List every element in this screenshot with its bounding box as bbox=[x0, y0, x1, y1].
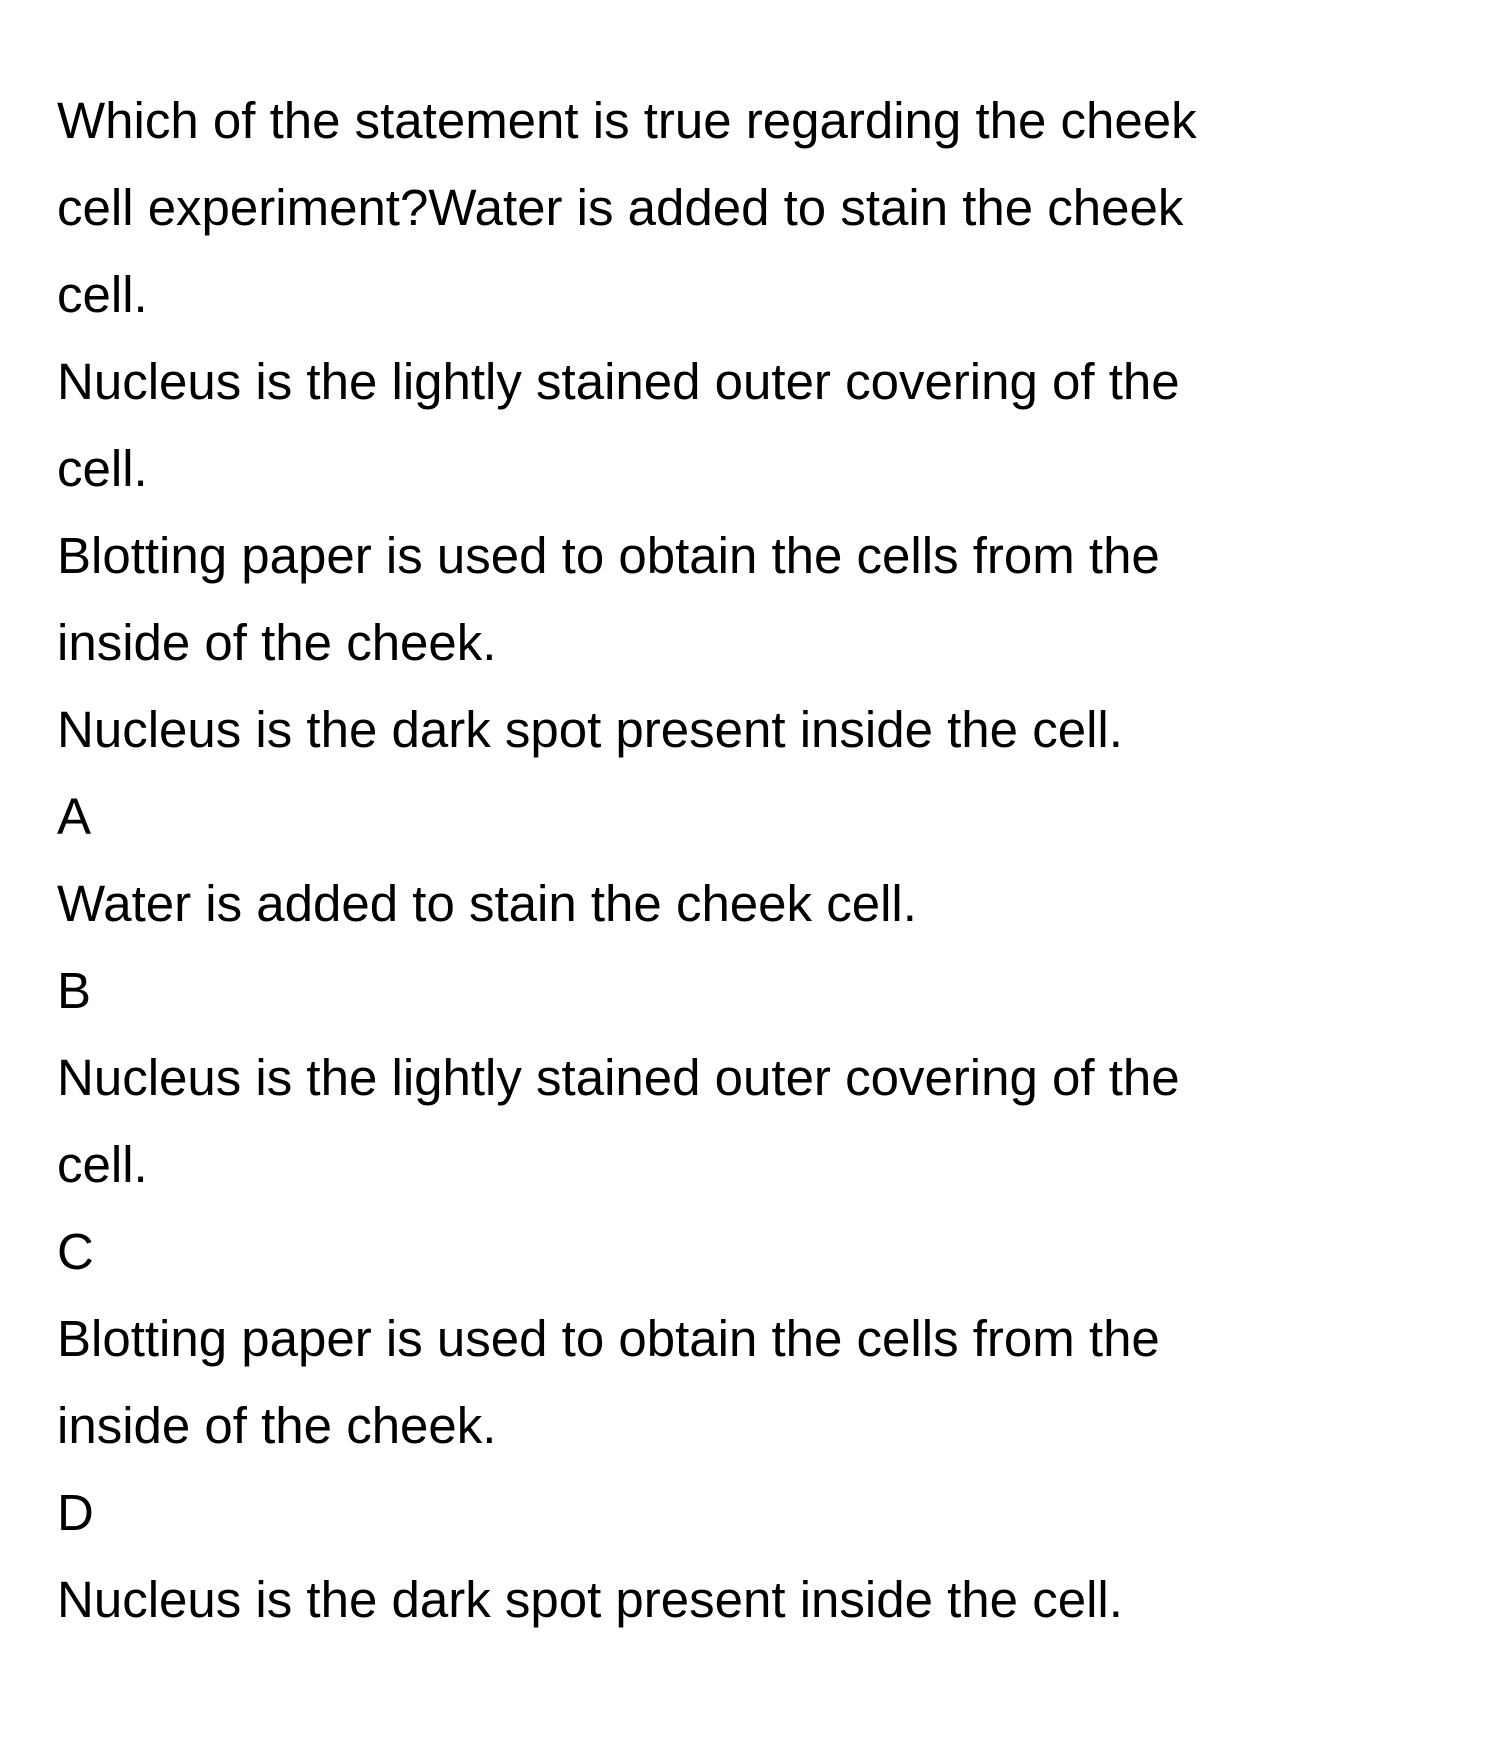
statement-blotting-paper: Blotting paper is used to obtain the cells from the inside of the cheek. bbox=[57, 527, 1160, 671]
option-label-b: B bbox=[57, 962, 92, 1019]
option-label-a: A bbox=[57, 788, 92, 845]
option-text-d: Nucleus is the dark spot present inside the cell. bbox=[57, 1571, 1123, 1628]
option-text-b: Nucleus is the lightly stained outer covering of the cell. bbox=[57, 1049, 1180, 1193]
statement-nucleus-dark-spot: Nucleus is the dark spot present inside the cell. bbox=[57, 701, 1123, 758]
option-label-c: C bbox=[57, 1223, 94, 1280]
option-text-a: Water is added to stain the cheek cell. bbox=[57, 875, 917, 932]
option-label-d: D bbox=[57, 1484, 94, 1541]
question-block bbox=[57, 77, 1242, 1643]
option-text-c: Blotting paper is used to obtain the cells from the inside of the cheek. bbox=[57, 1310, 1160, 1454]
statement-nucleus-lightly-stained: Nucleus is the lightly stained outer covering of the cell. bbox=[57, 353, 1180, 497]
question-prompt: Which of the statement is true regarding the cheek cell experiment?Water is added to stain the cheek cell. bbox=[57, 92, 1197, 323]
